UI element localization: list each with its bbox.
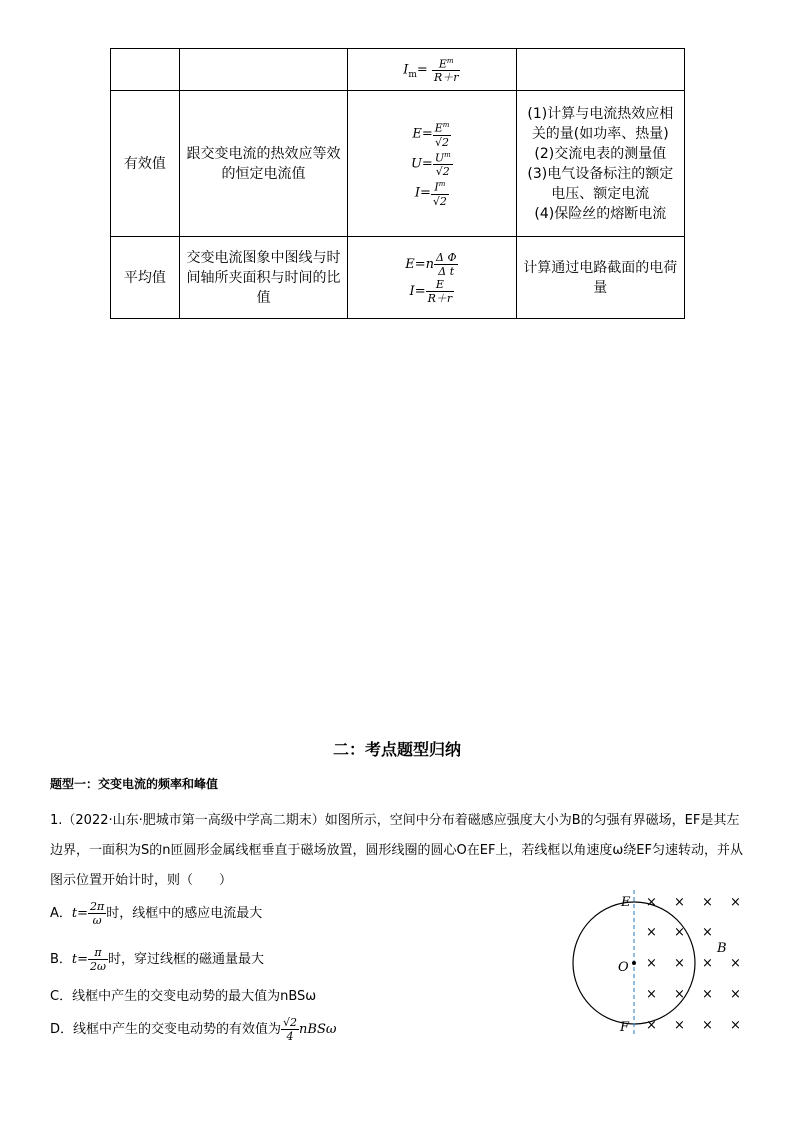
- usage-item: (3)电气设备标注的额定电压、额定电流: [527, 165, 674, 202]
- row-definition: 跟交变电流的热效应等效的恒定电流值: [179, 91, 347, 237]
- field-cross-mark: ×: [702, 956, 713, 971]
- option-d[interactable]: D．线框中产生的交变电动势的有效值为 $\frac{√2}{4}$ nBSω: [50, 1016, 337, 1043]
- field-cross-mark: ×: [674, 987, 685, 1002]
- field-cross-mark: ×: [674, 1018, 685, 1033]
- field-crosses: [646, 895, 741, 1033]
- field-cross-mark: ×: [702, 895, 713, 910]
- cell-empty: [179, 49, 347, 91]
- field-cross-mark: ×: [646, 925, 657, 940]
- field-cross-mark: ×: [646, 895, 657, 910]
- field-cross-mark: ×: [674, 895, 685, 910]
- field-cross-mark: ×: [730, 987, 741, 1002]
- formula-im: $I_m=$ $\frac{E^m}{R+r}$: [348, 49, 516, 91]
- field-cross-mark: ×: [730, 1018, 741, 1033]
- row-name: 有效值: [111, 91, 180, 237]
- option-a[interactable]: A．t= $\frac{2\pi}{\omega}$ 时，线框中的感应电流最大: [50, 900, 263, 927]
- magnetic-field-figure: [572, 888, 752, 1038]
- table-row: [111, 237, 685, 319]
- formula-list: E=n $\frac{\text{Δ Φ}}{\text{Δ t}}$ I= $\frac{E}{R+r}$: [348, 237, 516, 319]
- usage-item: (2)交流电表的测量值: [534, 145, 667, 162]
- field-cross-mark: ×: [702, 1018, 713, 1033]
- field-cross-mark: ×: [702, 987, 713, 1002]
- field-cross-mark: ×: [646, 1018, 657, 1033]
- field-cross-mark: ×: [674, 925, 685, 940]
- field-cross-mark: ×: [646, 956, 657, 971]
- type-title: 题型一：交变电流的频率和峰值: [50, 777, 219, 791]
- label-o: O: [618, 960, 629, 975]
- usage-text: 计算通过电路截面的电荷量: [516, 237, 684, 319]
- cell-empty: [111, 49, 180, 91]
- question-stem: 1.（2022·山东·肥城市第一高级中学高二期末）如图所示，空间中分布着磁感应强度大小为B的匀强有界磁场，EF是其左边界，一面积为S的n匝圆形金属线框垂直于磁场放置，圆形线圈的圆心O在EF上，若线框以角速度ω绕EF匀速转动，并从图示位置开始计时，则（ ）: [50, 813, 743, 888]
- summary-table: [110, 48, 685, 319]
- field-cross-mark: ×: [646, 987, 657, 1002]
- table-row: [111, 91, 685, 237]
- label-b: B: [717, 941, 727, 956]
- row-definition: 交变电流图象中图线与时间轴所夹面积与时间的比值: [179, 237, 347, 319]
- cell-empty: [516, 49, 684, 91]
- center-dot: [632, 961, 636, 965]
- field-cross-mark: ×: [674, 956, 685, 971]
- usage-item: (4)保险丝的熔断电流: [534, 205, 667, 222]
- row-name: 平均值: [111, 237, 180, 319]
- label-f: F: [620, 1020, 630, 1035]
- usage-list: [516, 91, 684, 237]
- field-cross-mark: ×: [730, 895, 741, 910]
- formula-list: E= $\frac{E^m}{√2}$ U= $\frac{U^m}{√2}$ I= $\frac{I^m}{√2}$: [348, 91, 516, 237]
- option-c[interactable]: C．线框中产生的交变电动势的最大值为nBSω: [50, 989, 317, 1004]
- table-row: [111, 49, 685, 91]
- field-cross-mark: ×: [702, 925, 713, 940]
- label-e: E: [621, 895, 631, 910]
- section-title: 二：考点题型归纳: [332, 740, 461, 759]
- field-cross-mark: ×: [730, 956, 741, 971]
- usage-item: (1)计算与电流热效应相关的量(如功率、热量): [527, 105, 674, 142]
- option-b[interactable]: B．t= $\frac{\pi}{2\omega}$ 时，穿过线框的磁通量最大: [50, 946, 265, 973]
